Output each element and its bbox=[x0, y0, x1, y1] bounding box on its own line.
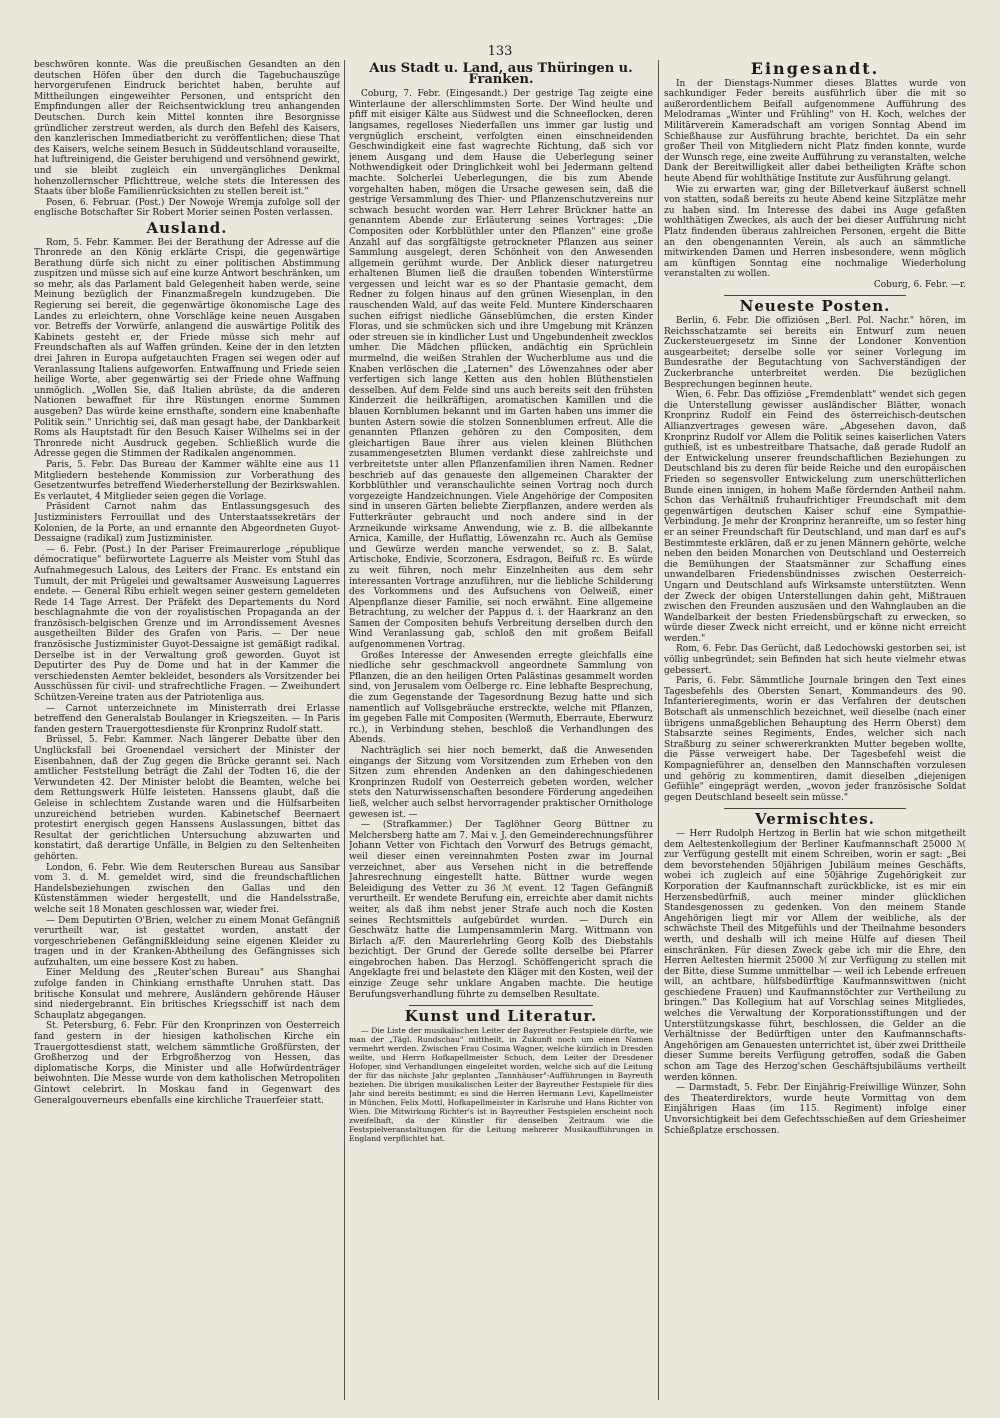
article-paragraph: Rom, 6. Febr. Das Gerücht, daß Ledochowski gestorben sei, ist völlig unbegründet; sein Befinden hat sich heute vielmehr etwas gebessert. bbox=[664, 644, 966, 676]
column-right bbox=[664, 60, 966, 1400]
article-paragraph: — Die Liste der musikalischen Leiter der Bayreuther Festspiele dürfte, wie man der „Tägl. Rundschau" mittheilt, in Zukunft noch um einen Namen vermehrt werden. Zwischen Frau Cosima Wagner, welche kürzlich in Dresden weilte, und Herrn Hofkapellmeister Schuch, dem Leiter der Dresdener Hofoper, sind Verhandlungen eingeleitet worden, welche sich auf die Leitung der für das nächste Jahr geplanten „Tannhäuser"-Aufführungen in Bayreuth beziehen. Die übrigen musikalischen Leiter der Bayreuther Festspiele für dies Jahr sind bereits bestimmt; es sind die Herren Hermann Levi, Kapellmeister in München, Felix Mottl, Hofkapellmeister in Karlsruhe und Hans Richter von Wien. Die Mitwirkung Richter's ist in Bayreuther Festspielen erscheint noch zweifelhaft, da der Künstler für denselben Zeitraum wie die Festspielveranstaltungen für die Leitung mehrerer Musikaufführungen in England verpflichtet hat. bbox=[349, 1025, 653, 1143]
article-paragraph: — Herr Rudolph Hertzog in Berlin hat wie schon mitgetheilt dem Aeltestenkollegium der Berliner Kaufmannschaft 25000 ℳ zur Verfügung gestellt mit einem Schreiben, worin er sagt: „Bei dem bevorstehenden 50jährigen Jubiläum meines Geschäfts, wobei ich zugleich auf eine 50jährige Zugehörigkeit zur Korporation der Kaufmannschaft zurückblicke, ist es mir ein Herzensbedürfniß, auch meiner minder glücklichen Standesgenossen zu gedenken. Von den meinem Stande Angehörigen liegt mir vor Allem der weibliche, als der schwächste Theil des Mitgefühls und der Theilnahme besonders werth, und deshalb will ich meine Hülfe auf diesen Theil einschränken. Für diesen Zweck gebe ich mir die Ehre, den Herren Aeltesten hiermit 25000 ℳ zur Verfügung zu stellen mit der Bitte, diese Summe unmittelbar — weil ich Lebende erfreuen will, an achtbare, hülfsbedürftige Kaufmannswittwen (nicht geschiedene Frauen) und Kaufmannstöchter zur Vertheilung zu bringen." Das Kollegium hat auf Vorschlag seines Mitgliedes, welches die Verwaltung der Korporationsstiftungen und der Unterstützungskasse führt, beschlossen, die Gelder an die Verhältnisse der Bedürftigen unter den Kaufmannschafts-Angehörigen am Genauesten unterrichtet ist, über zwei Drittheile dieser Summe bereits Verfügung getroffen, sodaß die Gaben schon am Tage des Herzog'schen Geschäftsjubiläums vertheilt werden können. bbox=[664, 828, 966, 1083]
article-paragraph: Einer Meldung des „Reuter'schen Bureau" aus Shanghai zufolge fanden in Chinkiang ernsthafte Unruhen statt. Das britische Konsulat und mehrere, Ausländern gehörende Häuser sind niedergebrannt. Ein britisches Kriegsschiff ist nach dem Schauplatz abgegangen. bbox=[34, 968, 340, 1021]
section-divider bbox=[724, 295, 906, 296]
section-divider bbox=[724, 808, 906, 809]
signature-line: Coburg, 6. Febr. —r. bbox=[873, 279, 966, 290]
article-paragraph: Paris, 5. Febr. Das Bureau der Kammer wählte eine aus 11 Mitgliedern bestehende Kommission zur Vorberathung des Gesetzentwurfes betreffend Wiederherstellung der Bezirkswahlen. Es verlautet, 4 Mitglieder seien gegen die Vorlage. bbox=[34, 459, 340, 502]
section-heading-vermischtes: Vermischtes. bbox=[755, 810, 875, 829]
article-paragraph: — Carnot unterzeichnete im Ministerrath drei Erlasse betreffend den Generalstab Boulanger in Kriegszeiten. — In Paris fanden gestern Trauergottesdienste für Kronprinz Rudolf statt. bbox=[34, 703, 340, 735]
column-middle bbox=[349, 60, 653, 1400]
article-paragraph: London, 6. Febr. Wie dem Reuterschen Bureau aus Sansibar vom 3. d. M. gemeldet wird, sind die freundschaftlichen Handelsbeziehungen zwischen den Gallas und den Küstenstämmen wieder hergestellt, und die Handelsstraße, welche seit 18 Monaten geschlossen war, wieder frei. bbox=[34, 862, 340, 915]
article-paragraph: St. Petersburg, 6. Febr. Für den Kronprinzen von Oesterreich fand gestern in der hiesigen katholischen Kirche ein Trauergottesdienst statt, welchem sämmtliche Großfürsten, der Großherzog und der Erbgroßherzog von Hessen, das diplomatische Korps, die Minister und alle Hofwürdenträger beiwohnten. Die Messe wurde von dem katholischen Metropoliten Gintowt celebrirt. In Moskau fand in Gegenwart des Generalgouverneurs ebenfalls eine kirchliche Trauerfeier statt. bbox=[34, 1021, 340, 1106]
article-paragraph: — 6. Febr. (Post.) In der Pariser Freimaurerloge „république démocratique" befürwortete Laguerre als Meister vom Stuhl das Aufnahmegesuch Lalous, des Leiters der Franc. Es entstand ein Tumult, der mit Prügelei und gewaltsamer Ausweisung Laguerres endete. — General Ribu erhielt wegen seiner gestern gemeldeten Rede 14 Tage Arrest. Der Präfekt des Departements du Nord beschlagnahmte die von der royalistischen Propaganda an der französisch-belgischen Grenze und im Arrondissement Avesnes ausgetheilten Bilder des Grafen von Paris. — Der neue französische Justizminister Guyot-Dessaigne ist gemäßigt radikal. Derselbe ist in der Verwaltung groß geworden. Guyot ist Deputirter des Puy de Dome und hat in der Kammer die verschiedensten Aemter bekleidet, besonders als Vorsitzender bei Ausschüssen für civil- und strafrechtliche Fragen. — Zweihundert Schützen-Vereine traten aus der Patriotenliga aus. bbox=[34, 544, 340, 704]
column-divider bbox=[658, 60, 659, 1400]
section-heading-neueste-posten: Neueste Posten. bbox=[739, 297, 891, 316]
article-paragraph: Paris, 6. Febr. Sämmtliche Journale bringen den Text eines Tagesbefehls des Obersten Senart, Kommandeurs des 90. Infanterieregiments, worin er das Verfahren der deutschen Botschaft als unmenschlich bezeichnet, weil dieselbe (nach einer übrigens unmaßgeblichen Behauptung des Herrn Oberst) dem Stabsarzte seines Regiments, Endes, welcher sich nach Straßburg zu seiner schwererkrankten Mutter begeben wollte, die Pässe verweigert habe. Der Tagesbefehl weist die Kompagnieführer an, denselben den Mannschaften vorzulesen und gehörig zu kommentiren, damit dieselben „diejenigen Gefühle" eingeprägt werden, „wovon jeder französische Soldat gegen Deutschland beseelt sein müsse." bbox=[664, 676, 966, 803]
article-paragraph: — Darmstadt, 5. Febr. Der Einjährig-Freiwillige Wünzer, Sohn des Theaterdirektors, wurde heute Vormittag von dem Einjährigen Haas (im 115. Regiment) infolge einer Unvorsichtigkeit bei dem Gefechtsschießen auf dem Griesheimer Schießplatze erschossen. bbox=[664, 1083, 966, 1136]
section-divider bbox=[409, 1005, 593, 1006]
article-paragraph: Nachträglich sei hier noch bemerkt, daß die Anwesenden eingangs der Sitzung vom Vorsitzenden zum Erheben von den Sitzen zum ehrenden Andenken an den dahingeschiedenen Kronprinzen Rudolf von Oesterreich gebeten worden, welcher stets den Naturwissenschaften besondere Förderung angedeihen ließ, welcher auch selbst hervorragender praktischer Ornithologe gewesen ist. — bbox=[349, 746, 653, 820]
article-paragraph: Präsident Carnot nahm das Entlassungsgesuch des Justizministers Ferrouillat und des Unterstaatssekretärs der Kolonien, de la Porte, an und ernannte den Abgeordneten Guyot-Dessaigne (radikal) zum Justizminister. bbox=[34, 502, 340, 545]
article-paragraph: In der Dienstags-Nummer dieses Blattes wurde von sachkundiger Feder bereits ausführlich über die mit so außerordentlichem Beifall aufgenommene Aufführung des Melodramas „Winter und Frühling" von H. Koch, welches der Militärverein Kameradschaft am vorigen Sonntag Abend im Schießhause zur Ausführung brachte, berichtet. Da ein sehr großer Theil von Mitgliedern nicht Platz finden konnte, wurde der Wunsch rege, eine zweite Aufführung zu veranstalten, welche Dank der Bereitwilligkeit aller dabei betheiligten Kräfte schon heute Abend für wohlthätige Institute zur Ausführung gelangt. bbox=[664, 78, 966, 184]
article-paragraph: Wie zu erwarten war, ging der Billetverkauf äußerst schnell von statten, sodaß bereits zu heute Abend keine Sitzplätze mehr zu haben sind. Im Interesse des dabei ins Auge gefaßten wohlthätigen Zweckes, als auch der bei dieser Aufführung nicht Platz findenden überaus zahlreichen Personen, ergeht die Bitte an den obengenannten Verein, als auch an sämmtliche mitwirkenden Damen und Herren insbesondere, wenn möglich am künftigen Sonntag eine nochmalige Wiederholung veranstalten zu wollen. bbox=[664, 184, 966, 280]
article-paragraph: Großes Interesse der Anwesenden erregte gleichfalls eine niedliche sehr geschmackvoll angeordnete Sammlung von Pflanzen, die an den heiligen Orten Palästinas gesammelt worden sind, von Jerusalem vom Oelberge rc. Eine lebhafte Besprechung, die zum Gegenstande der Tagesordnung Bezug hatte und sich namentlich auf Vollsgebräuche erstreckte, welche mit Pflanzen, im gegeben Falle mit Compositen (Wermuth, Eberraute, Eberwurz rc.), in Verbindung stehen, beschloß die Verhandlungen des Abends. bbox=[349, 650, 653, 746]
section-heading-ausland: Ausland. bbox=[146, 218, 228, 237]
article-paragraph: Brüssel, 5. Febr. Kammer. Nach längerer Debatte über den Unglücksfall bei Groenendael versichert der Minister der Eisenbahnen, daß der Zug gegen die Brücke gerannt sei. Nach amtlicher Feststellung beträgt die Zahl der Todten 16, die der Verwundeten 42. Der Minister belobt die Beamten, welche bei dem Rettungswerk Hülfe leisteten. Hanssens glaubt, daß die Geleise in schlechtem Zustande waren und die Hülfsarbeiten unzureichend betrieben wurden. Kabinetschef Beernaert protestirt energisch gegen Hanssens Auslassungen, bittet das Resultat der gerichtlichen Untersuchung abzuwarten und konstatirt, daß derartige Unfälle, in Belgien zu den Seltenheiten gehörten. bbox=[34, 735, 340, 862]
section-heading-eingesandt: Eingesandt. bbox=[750, 60, 880, 78]
column-divider bbox=[344, 60, 345, 1400]
section-heading-stadt-land: Aus Stadt u. Land, aus Thüringen u. Franken. bbox=[369, 61, 633, 87]
article-paragraph: — (Strafkammer.) Der Taglöhner Georg Büttner zu Melchersberg hatte am 7. Mai v. J. den Gemeinderechnungsführer Johann Vetter von Fichtach den Vorwurf des Betrugs gemacht, weil dieser einen vereinnahmten Posten zwar im Journal verzeichnet, aber aus Versehen nicht in die betreffende Jahresrechnung eingestellt hatte. Büttner wurde wegen Beleidigung des Vetter zu 36 ℳ event. 12 Tagen Gefängniß verurtheilt. Er wendete Berufung ein, erreichte aber damit nichts weiter, als daß ihm nebst jener Strafe auch noch die Kosten seines Rechtsmittels aufgebürdet wurden. — Durch ein Geschwätz hatte die Lumpensammlerin Marg. Wittmann von Birlach a/F. den Maurerlehrling Georg Kolb des Diebstahls bezichtigt. Der Grund der Gerede sollte derselbe bei Pfarrer eingebrochen haben. Das Herzogl. Schöffengericht sprach die Angeklagte frei und belastete den Kläger mit den Kosten, weil der einzige Zeuge sehr unklare Angaben machte. Die heutige Berufungsverhandlung führte zu demselben Resultate. bbox=[349, 820, 653, 1000]
article-paragraph: Rom, 5. Febr. Kammer. Bei der Berathung der Adresse auf die Thronrede an den König erklärte Crispi, die gegenwärtige Berathung dürfe sich nicht zu einer politischen Abstimmung zuspitzen und müsse sich auf eine kurze Antwort beschränken, um so mehr, als das Parlament bald Gelegenheit haben werde, seine Meinung bezüglich der Finanzmaßregeln kundzugeben. Die Regierung sei bereit, die gegenwärtige ökonomische Lage des Landes zu erleichtern, ohne Vorschläge keine neuen Ausgaben vor. Betreffs der Vorwürfe, anlangend die auswärtige Politik des Kabinets gesteht er, der Friede müsse sich mehr auf Freundschaften als auf Waffen gründen. Keine der in den letzten drei Jahren in Europa aufgetauchten Fragen sei wegen oder auf Veranlassung Italiens aufgeworfen. Entwaffnung und Friede seien heilige Worte, aber gegenwärtig sei der Friede ohne Waffnung unmöglich. „Wollen Sie, daß Italien abrüste, da die anderen Nationen bewaffnet für ihre Rüstungen enorme Summen ausgeben? Das würde keine ernsthafte, sondern eine knabenhafte Politik sein." Unrichtig sei, daß man gesagt habe, der Dankbarkeit Roms als Hauptstadt für den Besuch Kaiser Wilhelms sei in der Thronrede nicht Ausdruck gegeben. Schließlich wurde die Adresse gegen die Stimmen der Radikalen angenommen. bbox=[34, 237, 340, 460]
article-paragraph: Posen, 6. Februar. (Post.) Der Nowoje Wremja zufolge soll der englische Botschafter Sir Robert Morier seinen Posten verlassen. bbox=[34, 197, 340, 219]
article-paragraph: — Dem Deputirten O'Brien, welcher zu einem Monat Gefängniß verurtheilt war, ist gestattet worden, anstatt der vorgeschriebenen Gefängnißkleidung seine eigenen Kleider zu tragen und in der Kranken-Abtheilung des Gefängnisses sich aufzuhalten, um eine bessere Kost zu haben. bbox=[34, 915, 340, 968]
article-paragraph: Berlin, 6. Febr. Die offiziösen „Berl. Pol. Nachr." hören, im Reichsschatzamte sei bereits ein Entwurf zum neuen Zuckersteuergesetz im Sinne der Londoner Konvention ausgearbeitet; derselbe solle vor seiner Vorlegung im Bundesrathe der Begutachtung von Sachverständigen der Zuckerbranche unterbreitet werden. Die bezüglichen Besprechungen beginnen heute. bbox=[664, 316, 966, 390]
section-heading-kunst-literatur: Kunst und Literatur. bbox=[404, 1007, 598, 1026]
article-paragraph: Coburg, 7. Febr. (Eingesandt.) Der gestrige Tag zeigte eine Winterlaune der allerschlimmsten Sorte. Der Wind heulte und pfiff mit eisiger Kälte aus Südwest und die Schneeflocken, deren langsames, regelloses Niederfallen uns immer gar lustig und vergnüglich erscheint, verfolgten einen einschneidenden Geschwindigkeit eine fast wagrechte Richtung, daß sich vor jenem Ausgang und dem Hause die Ueberlegung seiner Nothwendigkeit oder Dringlichkeit wohl bei Jedermann geltend machte. Solcherlei Ueberlegungen, die bis zum Abende vorgehalten haben, mögen die Ursache gewesen sein, daß die gestrige Versammlung des Thier- und Pflanzenschutzvereins nur schwach besucht worden war. Herr Lehrer Brückner hatte an genanntem Abende zur Erläuterung seines Vortrages: „Die Compositen oder Korbblüthler unter den Pflanzen" eine große Anzahl auf das sorgfältigste getrockneter Pflanzen aus seiner Sammlung ausgelegt, deren Schönheit von den Anwesenden allgemein gerühmt wurde. Der Anblick dieser naturgetreu erhaltenen Blumen ließ die draußen tobenden Winterstürme vergessen und leicht war es so der Phantasie gemacht, dem Redner zu folgen hinaus auf den grünen Wiesenplan, in den rauschenden Wald, auf das weite Feld. Muntere Kinderschaaren suchen eifrigst niedliche Gänseblümchen, die ersten Kinder Floras, und sie schmücken sich und ihre Umgebung mit Kränzen oder streuen sie in kindlicher Lust und Ungebundenheit zwecklos umher. Die Mädchen pflücken, andächtig ein Sprüchlein murmelnd, die weißen Strahlen der Wucherblume aus und die Knaben verlöschen die „Laternen" des Löwenzahnes oder aber verfertigen sich lange Ketten aus den hohlen Blüthenstielen desselben. Auf dem Felde sind uns auch bereits seit den frühsten Kinderzeit die heilkräftigen, aromatischen Kamillen und die blauen Kornblumen bekannt und im Garten haben uns immer die bunten Astern sowie die stolzen Sonnenblumen erfreut. Alle die genannten Pflanzen gehören zu den Compositen, dem gleichartigen Baue ihrer aus vielen kleinen Blüthchen zusammengesetzten Blumen verdankt diese zahlreichste und verbreitetste unter allen Pflanzenfamilien ihren Namen. Redner beschrieb auf das genaueste den allgemeinen Charakter der Korbblüthler und veranschaulichte seinen Vortrag noch durch vorgezeigte Handzeichnungen. Viele Angehörige der Compositen sind in unseren Gärten beliebte Zierpflanzen, andere werden als Futterkräuter gebraucht und noch andere sind in der Arzneikunde wirksame Anwendung, wie z. B. die allbekannte Arnica, Kamille, der Huflattig, Löwenzahn rc. Auch als Gemüse und Gewürze werden manche verwendet, so z. B. Salat, Artischoke, Endivie, Scorzonera, Esdragon, Beifuß rc. Es würde zu weit führen, noch mehr Einzelnheiten aus dem sehr interessanten Vortrage anzuführen, nur die liebliche Schilderung des Vorkommens und des Aufsuchens von Oelweiß, einer Alpenpflanze dieser Familie, sei noch erwähnt. Eine allgemeine Betrachtung, zu welcher der Pappus d. i. der Haarkranz an den Samen der Compositen behufs Verbreitung derselben durch den Wind Veranlassung gab, schloß den mit großem Beifall aufgenommenen Vortrag. bbox=[349, 89, 653, 651]
column-left bbox=[34, 60, 340, 1400]
article-paragraph: Wien, 6. Febr. Das offiziöse „Fremdenblatt" wendet sich gegen die Unterstellung gewisser ausländischer Blätter, wonach Kronprinz Rudolf ein Feind des österreichisch-deutschen Allianzvertrages gewesen wäre. „Abgesehen davon, daß Kronprinz Rudolf vor Allem die Politik seines kaiserlichen Vaters guthieß, ist es unbestreitbare Thatsache, daß gerade Rudolf an der Entwickelung unserer freundschaftlichen Beziehungen zu Deutschland bis zu deren für beide Reiche und den europäischen Frieden so segensvoller Entwickelung zum unerschütterlichen Bunde einen innigen, in hohem Maße fördernden Antheil nahm. Schon das Verhältniß fruhaufrichtiger Freundschaft mit dem gegenwärtigen deutschen Kaiser schuf eine Sympathie-Verbindung. Je mehr der Kronprinz heranreifte, um so fester hing er an seiner Freundschaft für Deutschland, und man darf es auf's Bestimmteste erklären, daß er zu jenen Männern gehörte, welche neben den beiden Monarchen von Deutschland und Oesterreich die Bemühungen der Staatsmänner zur Schaffung eines unwandelbaren Friedensbündnisses zwischen Oesterreich-Ungarn und Deutschland aufs Wirksamste unterstützten. Wenn der Zweck der obigen Unterstellungen dahin geht, Mißtrauen zwischen den Freunden auszusäen und den Wahnglauben an die Wandelbarkeit der besten Friedensbürgschaft zu erwecken, so würde dieser Zweck nicht erreicht, und er könne nicht erreicht werden." bbox=[664, 390, 966, 644]
page-number: 133 bbox=[487, 44, 513, 59]
article-paragraph: beschwören konnte. Was die preußischen Gesandten an den deutschen Höfen über den durch die Tagebuchauszüge hervorgerufenen Eindruck berichtet haben, beruhte auf Mittheilungen eingeweihter Personen, und entspricht den Empfindungen aller der Reichsentwicklung treu anhangenden Deutschen. Durch kein Mittel konnten ihre Besorgnisse gründlicher zerstreut werden, als durch den Befehl des Kaisers, den kanzlerischen Immediatbericht zu veröffentlichen; diese That des Kaisers, welche seinem Besuch in Süddeutschland vorauseilte, hat luftreinigend, die Geister beruhigend und versöhnend gewirkt, und sie bleibt zugleich ein unvergängliches Denkmal hohenzollernscher Pflichttreue, welche stets die Interessen des Staats über bloße Familienrücksichten zu stellen bereit ist." bbox=[34, 60, 340, 198]
